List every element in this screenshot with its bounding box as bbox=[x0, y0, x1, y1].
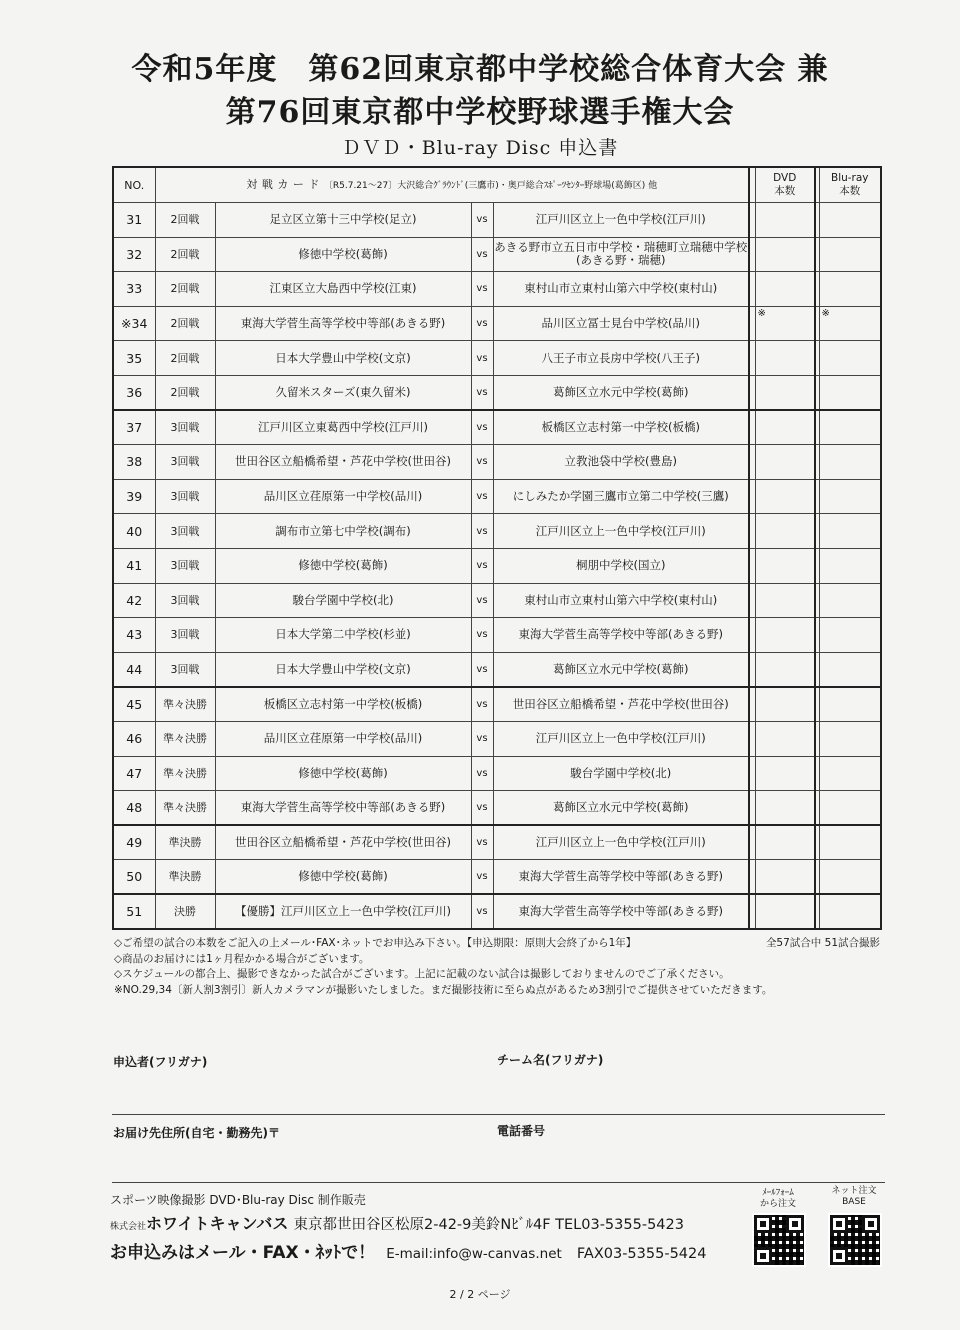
vs-cell: vs bbox=[471, 791, 493, 826]
match-no: 47 bbox=[113, 756, 155, 791]
team1-cell: 日本大学豊山中学校(文京) bbox=[215, 341, 471, 376]
round-cell: 3回戦 bbox=[155, 652, 215, 687]
match-no: 31 bbox=[113, 203, 155, 238]
vs-cell: vs bbox=[471, 756, 493, 791]
match-no: ※34 bbox=[113, 306, 155, 341]
match-no: 38 bbox=[113, 445, 155, 480]
table-row bbox=[113, 583, 881, 618]
match-no: 33 bbox=[113, 272, 155, 307]
bluray-quantity-field[interactable] bbox=[819, 410, 881, 445]
note-4: ※NO.29,34〔新人割3割引〕新人カメラマンが撮影いたしました。まだ撮影技術に至らぬ点があるため3割引でご提供させていただきます。 bbox=[114, 983, 773, 996]
team2-cell: 江戸川区立上一色中学校(江戸川) bbox=[493, 514, 749, 549]
bluray-quantity-field[interactable] bbox=[819, 203, 881, 238]
team2-cell: 江戸川区立上一色中学校(江戸川) bbox=[493, 203, 749, 238]
table-row bbox=[113, 410, 881, 445]
dvd-quantity-field[interactable] bbox=[755, 306, 815, 341]
dvd-quantity-field[interactable] bbox=[755, 272, 815, 307]
qr-base-label: ネット注文 BASE bbox=[831, 1186, 877, 1207]
bluray-quantity-field[interactable] bbox=[819, 306, 881, 341]
team1-cell: 【優勝】江戸川区立上一色中学校(江戸川) bbox=[215, 894, 471, 929]
round-cell: 2回戦 bbox=[155, 272, 215, 307]
round-cell: 2回戦 bbox=[155, 341, 215, 376]
vs-cell: vs bbox=[471, 860, 493, 895]
divider bbox=[112, 1114, 885, 1115]
vs-cell: vs bbox=[471, 721, 493, 756]
team2-cell: 東海大学菅生高等学校中等部(あきる野) bbox=[493, 618, 749, 653]
table-row bbox=[113, 860, 881, 895]
bluray-quantity-field[interactable] bbox=[819, 341, 881, 376]
dvd-quantity-field[interactable] bbox=[755, 514, 815, 549]
table-row bbox=[113, 618, 881, 653]
dvd-quantity-field[interactable] bbox=[755, 237, 815, 272]
team1-cell: 久留米スターズ(東久留米) bbox=[215, 375, 471, 410]
company-address: 東京都世田谷区松原2-42-9美鈴Nﾋﾞﾙ4F TEL03-5355-5423 bbox=[293, 1217, 684, 1233]
team1-cell: 調布市立第七中学校(調布) bbox=[215, 514, 471, 549]
team1-cell: 江東区立大島西中学校(江東) bbox=[215, 272, 471, 307]
match-no: 50 bbox=[113, 860, 155, 895]
bluray-quantity-field[interactable] bbox=[819, 791, 881, 826]
team1-cell: 世田谷区立船橋希望・芦花中学校(世田谷) bbox=[215, 825, 471, 860]
address-label: お届け先住所(自宅・勤務先)〒 bbox=[113, 1126, 280, 1140]
bluray-quantity-field[interactable] bbox=[819, 514, 881, 549]
team1-cell: 世田谷区立船橋希望・芦花中学校(世田谷) bbox=[215, 445, 471, 480]
team2-cell: 葛飾区立水元中学校(葛飾) bbox=[493, 652, 749, 687]
table-row bbox=[113, 894, 881, 929]
table-row bbox=[113, 825, 881, 860]
vs-cell: vs bbox=[471, 514, 493, 549]
round-cell: 準々決勝 bbox=[155, 756, 215, 791]
fax-number: FAX03-5355-5424 bbox=[576, 1246, 707, 1262]
round-cell: 準々決勝 bbox=[155, 721, 215, 756]
page-number: 2 / 2 ページ bbox=[449, 1288, 511, 1301]
round-cell: 3回戦 bbox=[155, 618, 215, 653]
vs-cell: vs bbox=[471, 548, 493, 583]
team1-cell: 日本大学豊山中学校(文京) bbox=[215, 652, 471, 687]
vs-cell: vs bbox=[471, 652, 493, 687]
dvd-quantity-field[interactable] bbox=[755, 375, 815, 410]
dvd-quantity-field[interactable] bbox=[755, 548, 815, 583]
dvd-quantity-field[interactable] bbox=[755, 341, 815, 376]
note-1: ◇ご希望の試合の本数をご記入の上メール･FAX･ネットでお申込み下さい。【申込期限：原則大会終了から1年】 bbox=[114, 937, 637, 949]
team2-cell: 東海大学菅生高等学校中等部(あきる野) bbox=[493, 860, 749, 895]
vs-cell: vs bbox=[471, 618, 493, 653]
match-no: 32 bbox=[113, 237, 155, 272]
round-cell: 3回戦 bbox=[155, 548, 215, 583]
round-cell: 3回戦 bbox=[155, 479, 215, 514]
header-card bbox=[155, 167, 749, 203]
bluray-quantity-field[interactable] bbox=[819, 652, 881, 687]
notes bbox=[114, 936, 894, 998]
table-row bbox=[113, 791, 881, 826]
round-cell: 準決勝 bbox=[155, 825, 215, 860]
footer-company bbox=[110, 1211, 684, 1234]
order-methods: お申込みはメール・FAX・ﾈｯﾄで！ bbox=[110, 1243, 376, 1263]
round-cell: 準決勝 bbox=[155, 860, 215, 895]
team2-cell: 江戸川区立上一色中学校(江戸川) bbox=[493, 825, 749, 860]
team1-cell: 修徳中学校(葛飾) bbox=[215, 756, 471, 791]
bluray-quantity-field[interactable] bbox=[819, 894, 881, 929]
team1-cell: 品川区立荏原第一中学校(品川) bbox=[215, 721, 471, 756]
dvd-quantity-field[interactable] bbox=[755, 583, 815, 618]
team2-cell: 江戸川区立上一色中学校(江戸川) bbox=[493, 721, 749, 756]
team2-cell: 品川区立冨士見台中学校(品川) bbox=[493, 306, 749, 341]
vs-cell: vs bbox=[471, 687, 493, 722]
dvd-quantity-field[interactable] bbox=[755, 791, 815, 826]
team2-cell: 葛飾区立水元中学校(葛飾) bbox=[493, 791, 749, 826]
team1-cell: 東海大学菅生高等学校中等部(あきる野) bbox=[215, 306, 471, 341]
team2-cell: 駿台学園中学校(北) bbox=[493, 756, 749, 791]
match-no: 40 bbox=[113, 514, 155, 549]
table-row bbox=[113, 548, 881, 583]
match-no: 49 bbox=[113, 825, 155, 860]
team2-cell: 板橋区立志村第一中学校(板橋) bbox=[493, 410, 749, 445]
round-cell: 3回戦 bbox=[155, 514, 215, 549]
dvd-quantity-field[interactable] bbox=[755, 825, 815, 860]
footer-tagline: スポーツ映像撮影 DVD･Blu-ray Disc 制作販売 bbox=[110, 1193, 366, 1207]
bluray-quantity-field[interactable] bbox=[819, 237, 881, 272]
vs-cell: vs bbox=[471, 479, 493, 514]
note-total: 全57試合中 51試合撮影 bbox=[765, 937, 880, 949]
team2-cell: にしみたか学園三鷹市立第二中学校(三鷹) bbox=[493, 479, 749, 514]
bluray-quantity-field[interactable] bbox=[819, 825, 881, 860]
team1-cell: 修徳中学校(葛飾) bbox=[215, 548, 471, 583]
team1-cell: 品川区立荏原第一中学校(品川) bbox=[215, 479, 471, 514]
table-row bbox=[113, 479, 881, 514]
header-no: NO. bbox=[113, 167, 155, 203]
vs-cell: vs bbox=[471, 894, 493, 929]
vs-cell: vs bbox=[471, 825, 493, 860]
round-cell: 3回戦 bbox=[155, 445, 215, 480]
title-line-3: ＤＶＤ・Blu-ray Disc 申込書 bbox=[341, 137, 619, 159]
title-line-2: 第76回東京都中学校野球選手権大会 bbox=[225, 95, 735, 130]
dvd-quantity-field[interactable] bbox=[755, 652, 815, 687]
match-no: 42 bbox=[113, 583, 155, 618]
round-cell: 3回戦 bbox=[155, 410, 215, 445]
table-row bbox=[113, 341, 881, 376]
match-no: 35 bbox=[113, 341, 155, 376]
team2-cell: 世田谷区立船橋希望・芦花中学校(世田谷) bbox=[493, 687, 749, 722]
vs-cell: vs bbox=[471, 341, 493, 376]
header-card-label: 対 戦 カ ー ド bbox=[246, 177, 320, 191]
round-cell: 2回戦 bbox=[155, 203, 215, 238]
discount-mark: ※ bbox=[821, 307, 830, 319]
bluray-quantity-field[interactable] bbox=[819, 687, 881, 722]
match-no: 43 bbox=[113, 618, 155, 653]
team1-cell: 江戸川区立東葛西中学校(江戸川) bbox=[215, 410, 471, 445]
divider bbox=[112, 1182, 885, 1183]
round-cell: 準々決勝 bbox=[155, 687, 215, 722]
table-row bbox=[113, 445, 881, 480]
match-no: 45 bbox=[113, 687, 155, 722]
match-no: 39 bbox=[113, 479, 155, 514]
team1-cell: 足立区立第十三中学校(足立) bbox=[215, 203, 471, 238]
dvd-quantity-field[interactable] bbox=[755, 618, 815, 653]
match-no: 37 bbox=[113, 410, 155, 445]
dvd-quantity-field[interactable] bbox=[755, 203, 815, 238]
dvd-quantity-field[interactable] bbox=[755, 756, 815, 791]
qr-code-mail-icon[interactable] bbox=[752, 1213, 806, 1267]
email-link[interactable]: E-mail:info@w-canvas.net bbox=[386, 1246, 562, 1262]
dvd-quantity-field[interactable] bbox=[755, 860, 815, 895]
team2-cell: 八王子市立長房中学校(八王子) bbox=[493, 341, 749, 376]
bluray-quantity-field[interactable] bbox=[819, 721, 881, 756]
team2-cell: 立教池袋中学校(豊島) bbox=[493, 445, 749, 480]
round-cell: 2回戦 bbox=[155, 306, 215, 341]
table-row bbox=[113, 756, 881, 791]
dvd-quantity-field[interactable] bbox=[755, 445, 815, 480]
round-cell: 準々決勝 bbox=[155, 791, 215, 826]
match-no: 41 bbox=[113, 548, 155, 583]
table-row bbox=[113, 375, 881, 410]
company-name: ホワイトキャンバス bbox=[146, 1214, 289, 1233]
bluray-quantity-field[interactable] bbox=[819, 375, 881, 410]
match-no: 51 bbox=[113, 894, 155, 929]
vs-cell: vs bbox=[471, 445, 493, 480]
team2-cell: 桐朋中学校(国立) bbox=[493, 548, 749, 583]
company-prefix: 株式会社 bbox=[110, 1222, 147, 1232]
team1-cell: 修徳中学校(葛飾) bbox=[215, 237, 471, 272]
team2-cell: 東村山市立東村山第六中学校(東村山) bbox=[493, 272, 749, 307]
match-no: 44 bbox=[113, 652, 155, 687]
bluray-quantity-field[interactable] bbox=[819, 272, 881, 307]
bluray-quantity-field[interactable] bbox=[819, 756, 881, 791]
qr-code-base-icon[interactable] bbox=[828, 1213, 882, 1267]
footer-order bbox=[110, 1238, 706, 1263]
team2-cell: 東海大学菅生高等学校中等部(あきる野) bbox=[493, 894, 749, 929]
bluray-quantity-field[interactable] bbox=[819, 618, 881, 653]
table-row bbox=[113, 237, 881, 272]
round-cell: 決勝 bbox=[155, 894, 215, 929]
header-bluray: Blu-ray 本数 bbox=[819, 167, 881, 203]
match-no: 36 bbox=[113, 375, 155, 410]
discount-mark: ※ bbox=[757, 307, 766, 319]
note-3: ◇スケジュールの都合上、撮影できなかった試合がございます。上記に記載のない試合は撮影しておりませんのでご了承ください。 bbox=[114, 968, 730, 980]
round-cell: 3回戦 bbox=[155, 583, 215, 618]
table-row bbox=[113, 652, 881, 687]
dvd-quantity-field[interactable] bbox=[755, 479, 815, 514]
vs-cell: vs bbox=[471, 272, 493, 307]
phone-label: 電話番号 bbox=[497, 1124, 546, 1138]
table-row bbox=[113, 687, 881, 722]
vs-cell: vs bbox=[471, 203, 493, 238]
team2-cell: あきる野市立五日市中学校・瑞穂町立瑞穂中学校(あきる野・瑞穂) bbox=[493, 237, 749, 272]
team1-cell: 板橋区立志村第一中学校(板橋) bbox=[215, 687, 471, 722]
vs-cell: vs bbox=[471, 375, 493, 410]
match-no: 46 bbox=[113, 721, 155, 756]
table-row bbox=[113, 203, 881, 238]
team-name-label: チーム名(フリガナ) bbox=[497, 1053, 604, 1067]
table-row bbox=[113, 721, 881, 756]
header-card-detail: 〔R5.7.21～27〕大沢総合ｸﾞﾗｳﾝﾄﾞ(三鷹市)・奥戸総合ｽﾎﾟｰﾂｾﾝﾀｰ野球場(葛飾区) 他 bbox=[323, 180, 658, 191]
bluray-quantity-field[interactable] bbox=[819, 548, 881, 583]
order-table bbox=[112, 166, 882, 930]
table-row bbox=[113, 272, 881, 307]
dvd-quantity-field[interactable] bbox=[755, 687, 815, 722]
team2-cell: 葛飾区立水元中学校(葛飾) bbox=[493, 375, 749, 410]
applicant-label: 申込者(フリガナ) bbox=[113, 1055, 208, 1069]
dvd-quantity-field[interactable] bbox=[755, 410, 815, 445]
vs-cell: vs bbox=[471, 306, 493, 341]
qr-mail-label: ﾒｰﾙﾌｫｰﾑ から注文 bbox=[759, 1188, 796, 1209]
vs-cell: vs bbox=[471, 237, 493, 272]
team1-cell: 駿台学園中学校(北) bbox=[215, 583, 471, 618]
team1-cell: 東海大学菅生高等学校中等部(あきる野) bbox=[215, 791, 471, 826]
round-cell: 2回戦 bbox=[155, 375, 215, 410]
vs-cell: vs bbox=[471, 583, 493, 618]
header-dvd: DVD 本数 bbox=[755, 167, 815, 203]
bluray-quantity-field[interactable] bbox=[819, 445, 881, 480]
bluray-quantity-field[interactable] bbox=[819, 479, 881, 514]
table-row bbox=[113, 306, 881, 341]
dvd-quantity-field[interactable] bbox=[755, 721, 815, 756]
table-row bbox=[113, 514, 881, 549]
round-cell: 2回戦 bbox=[155, 237, 215, 272]
team2-cell: 東村山市立東村山第六中学校(東村山) bbox=[493, 583, 749, 618]
bluray-quantity-field[interactable] bbox=[819, 860, 881, 895]
team1-cell: 日本大学第二中学校(杉並) bbox=[215, 618, 471, 653]
vs-cell: vs bbox=[471, 410, 493, 445]
note-2: ◇商品のお届けには1ヶ月程かかる場合がございます。 bbox=[114, 952, 370, 965]
match-no: 48 bbox=[113, 791, 155, 826]
title-line-1: 令和5年度 第62回東京都中学校総合体育大会 兼 bbox=[131, 52, 829, 87]
bluray-quantity-field[interactable] bbox=[819, 583, 881, 618]
team1-cell: 修徳中学校(葛飾) bbox=[215, 860, 471, 895]
dvd-quantity-field[interactable] bbox=[755, 894, 815, 929]
